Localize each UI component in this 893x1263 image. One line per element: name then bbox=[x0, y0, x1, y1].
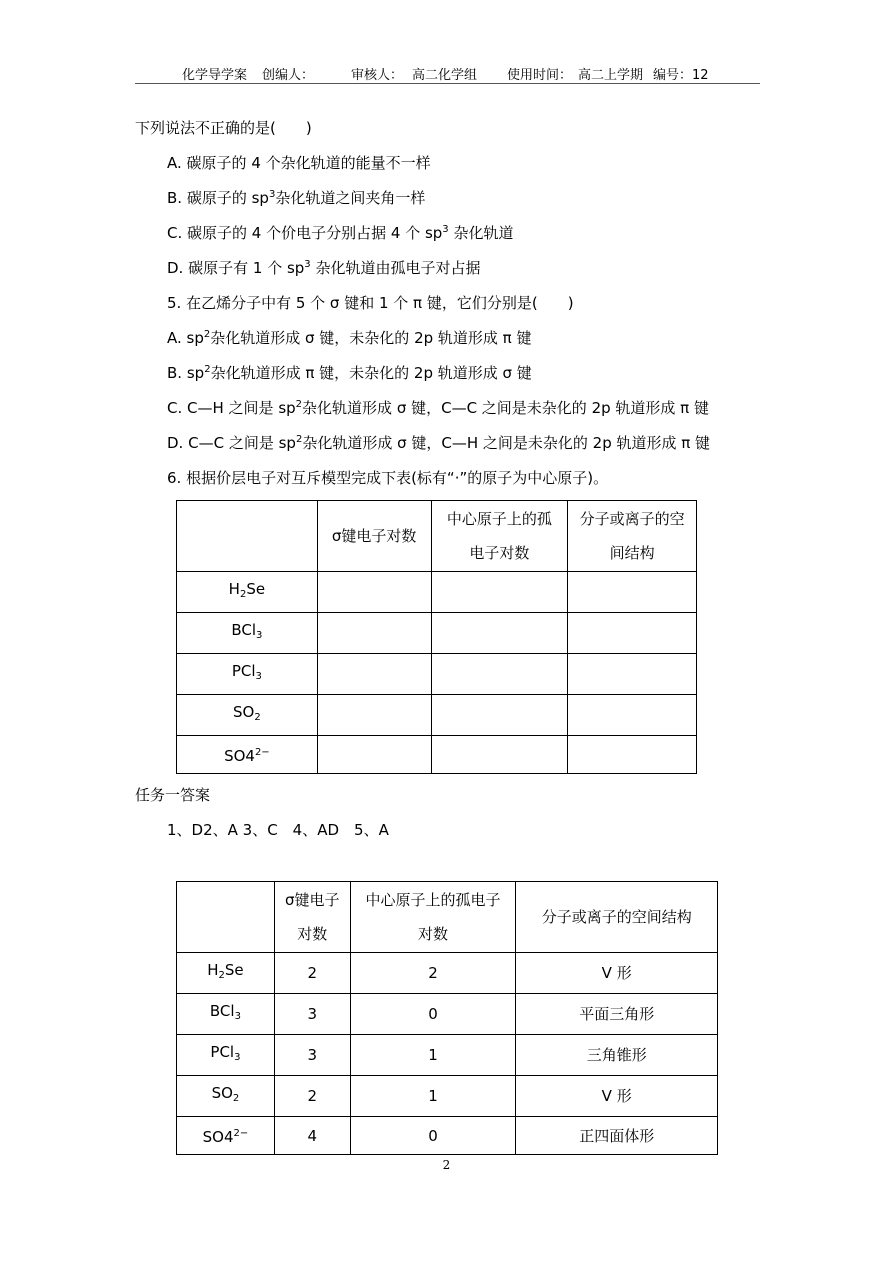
sigma-value: 2 bbox=[274, 953, 350, 994]
question4-option-d: D. 碳原子有 1 个 $sp^3$ 杂化轨道由孤电子对占据 bbox=[167, 259, 481, 277]
table-header-row bbox=[177, 882, 718, 953]
header-time: 高二上学期 bbox=[578, 68, 644, 83]
answer-cell[interactable] bbox=[317, 572, 431, 613]
question5-option-b: B. $sp^2$杂化轨道形成 π 键，未杂化的 2p 轨道形成 σ 键 bbox=[167, 364, 532, 382]
answer-cell[interactable] bbox=[568, 695, 697, 736]
lone-pair-value: 1 bbox=[350, 1076, 516, 1117]
species-pcl3: PCl$_3$ bbox=[177, 1035, 275, 1076]
answer-cell[interactable] bbox=[568, 613, 697, 654]
question5-option-d: D. C—C 之间是 $sp^2$杂化轨道形成 σ 键，C—H 之间是未杂化的 2p 轨道形成 π 键 bbox=[167, 434, 711, 452]
answers-line: 1、D2、A 3、C 4、AD 5、A bbox=[167, 821, 389, 839]
answer-cell[interactable] bbox=[431, 572, 568, 613]
page-number: 2 bbox=[442, 1158, 451, 1172]
page-header bbox=[135, 64, 760, 84]
answer-cell[interactable] bbox=[317, 695, 431, 736]
question6-table bbox=[176, 500, 697, 774]
answer-cell[interactable] bbox=[568, 654, 697, 695]
header-reviewer: 高二化学组 bbox=[412, 68, 478, 83]
table-row bbox=[177, 953, 718, 994]
species-so4: $SO4^{2-}$ bbox=[177, 1117, 275, 1155]
question4-option-c: C. 碳原子的 4 个价电子分别占据 4 个 $sp^3$ 杂化轨道 bbox=[167, 224, 514, 242]
table-row bbox=[177, 994, 718, 1035]
table-header-shape: 分子或离子的空间结构 bbox=[516, 882, 718, 953]
shape-value: 三角锥形 bbox=[516, 1035, 718, 1076]
question6-stem: 6. 根据价层电子对互斥模型完成下表(标有“·”的原子为中心原子)。 bbox=[167, 469, 609, 487]
header-reviewer-label: 审核人： bbox=[351, 68, 404, 83]
answer-cell[interactable] bbox=[317, 654, 431, 695]
species-bcl3: BCl$_3$ bbox=[177, 613, 318, 654]
shape-value: V 形 bbox=[516, 953, 718, 994]
lone-pair-value: 2 bbox=[350, 953, 516, 994]
header-number: 编号：12 bbox=[653, 68, 709, 83]
question4-option-a: A. 碳原子的 4 个杂化轨道的能量不一样 bbox=[167, 154, 431, 172]
table-row bbox=[177, 736, 697, 774]
header-subject: 化学导学案 bbox=[182, 68, 248, 83]
table-row bbox=[177, 654, 697, 695]
table-header-sigma: σ键电子 对数 bbox=[274, 882, 350, 953]
table-row bbox=[177, 1117, 718, 1155]
answers-table bbox=[176, 881, 718, 1155]
answer-cell[interactable] bbox=[431, 654, 568, 695]
answer-cell[interactable] bbox=[568, 736, 697, 774]
answer-cell[interactable] bbox=[317, 736, 431, 774]
table-header-row bbox=[177, 501, 697, 572]
lone-pair-value: 1 bbox=[350, 1035, 516, 1076]
sigma-value: 2 bbox=[274, 1076, 350, 1117]
table-header-sigma: σ键电子对数 bbox=[317, 501, 431, 572]
shape-value: 平面三角形 bbox=[516, 994, 718, 1035]
answers-title: 任务一答案 bbox=[135, 786, 211, 804]
answer-cell[interactable] bbox=[568, 572, 697, 613]
question5-option-c: C. C—H 之间是 $sp^2$杂化轨道形成 σ 键，C—C 之间是未杂化的 2p 轨道形成 π 键 bbox=[167, 399, 709, 417]
sigma-value: 3 bbox=[274, 994, 350, 1035]
species-h2se: $H_2Se$ bbox=[177, 953, 275, 994]
question5-option-a: A. $sp^2$杂化轨道形成 σ 键，未杂化的 2p 轨道形成 π 键 bbox=[167, 329, 532, 347]
answer-cell[interactable] bbox=[317, 613, 431, 654]
table-header-empty bbox=[177, 501, 318, 572]
header-author-label: 创编人： bbox=[262, 68, 315, 83]
header-time-label: 使用时间： bbox=[507, 68, 573, 83]
question4-stem: 下列说法不正确的是( ) bbox=[135, 119, 312, 137]
table-header-empty bbox=[177, 882, 275, 953]
table-header-shape: 分子或离子的空 间结构 bbox=[568, 501, 697, 572]
species-so2: $SO_2$ bbox=[177, 1076, 275, 1117]
table-header-lone-pairs: 中心原子上的孤 电子对数 bbox=[431, 501, 568, 572]
species-so2: $SO_2$ bbox=[177, 695, 318, 736]
shape-value: 正四面体形 bbox=[516, 1117, 718, 1155]
question5-stem: 5. 在乙烯分子中有 5 个 σ 键和 1 个 π 键，它们分别是( ) bbox=[167, 294, 574, 312]
sigma-value: 4 bbox=[274, 1117, 350, 1155]
table-row bbox=[177, 613, 697, 654]
table-row bbox=[177, 1035, 718, 1076]
species-pcl3: PCl$_3$ bbox=[177, 654, 318, 695]
table-header-lone-pairs: 中心原子上的孤电子 对数 bbox=[350, 882, 516, 953]
shape-value: V 形 bbox=[516, 1076, 718, 1117]
table-row bbox=[177, 572, 697, 613]
answer-cell[interactable] bbox=[431, 695, 568, 736]
lone-pair-value: 0 bbox=[350, 1117, 516, 1155]
answer-cell[interactable] bbox=[431, 736, 568, 774]
lone-pair-value: 0 bbox=[350, 994, 516, 1035]
species-bcl3: BCl$_3$ bbox=[177, 994, 275, 1035]
table-row bbox=[177, 1076, 718, 1117]
answer-cell[interactable] bbox=[431, 613, 568, 654]
question4-option-b: B. 碳原子的 $sp^3$杂化轨道之间夹角一样 bbox=[167, 189, 426, 207]
species-so4: $SO4^{2-}$ bbox=[177, 736, 318, 774]
table-row bbox=[177, 695, 697, 736]
species-h2se: $H_2Se$ bbox=[177, 572, 318, 613]
sigma-value: 3 bbox=[274, 1035, 350, 1076]
